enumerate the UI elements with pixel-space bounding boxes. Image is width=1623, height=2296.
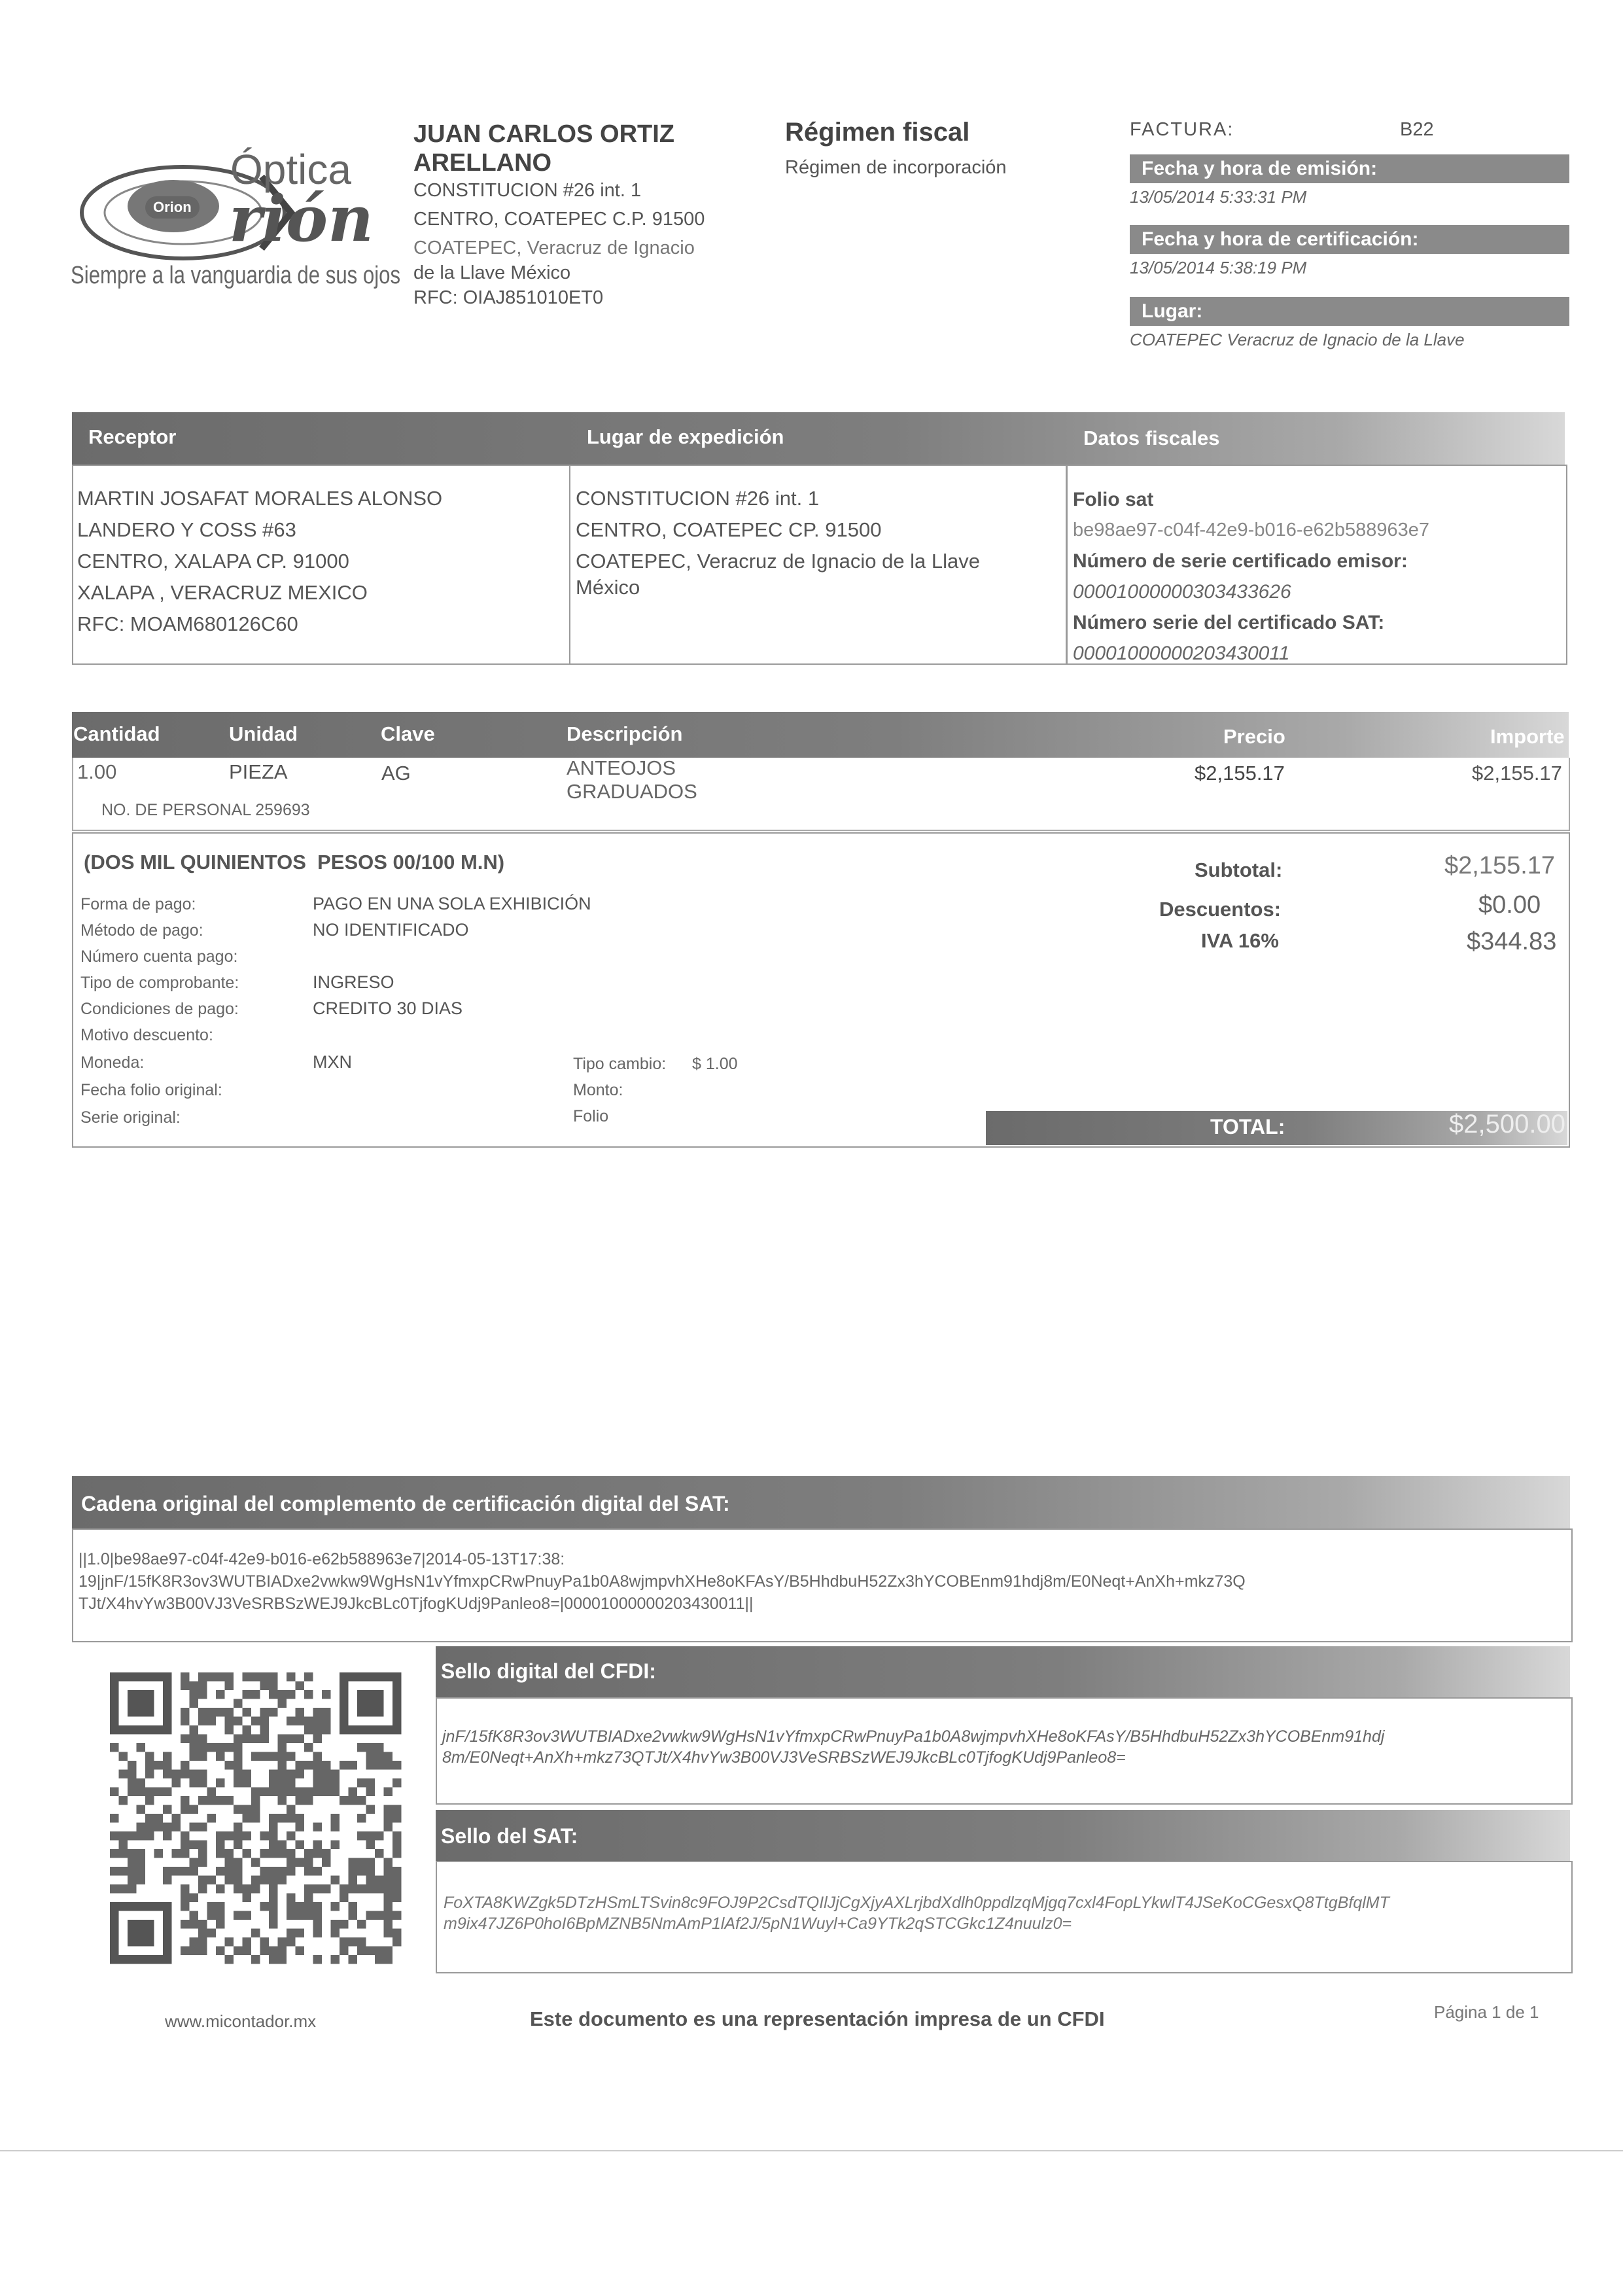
certificacion-value: 13/05/2014 5:38:19 PM (1130, 258, 1307, 277)
receptor-details (77, 483, 442, 640)
logo-badge: Orion (145, 196, 200, 219)
sello-sat-text (444, 1892, 1389, 1934)
col-header-descripcion: Descripción (567, 722, 683, 745)
footer-page-number: Página 1 de 1 (1434, 2002, 1539, 2022)
issuer-rfc: RFC: OIAJ851010ET0 (413, 287, 604, 308)
expedicion-details (576, 483, 980, 598)
serie-sat-value: 00001000000203430011 (1073, 643, 1290, 664)
tipo-comprobante-value: INGRESO (313, 972, 394, 992)
condiciones-pago-value: CREDITO 30 DIAS (313, 998, 463, 1018)
sello-cfdi-text (442, 1726, 1384, 1768)
sello-cfdi-header: Sello digital del CFDI: (441, 1659, 656, 1683)
fiscales-header: Datos fiscales (1083, 427, 1220, 450)
cell-unidad: PIEZA (229, 760, 288, 783)
cadena-line2: 19|jnF/15fK8R3ov3WUTBIADxe2vwkw9WgHsN1vYfmxpCRwPnuyPa1b0A8wjmpvhXHe8oKFAsY/B5HhdbuH52Zx3hYCOBEnm91hdj8m/E0Neqt+AnXh+mkz73Q (79, 1572, 1246, 1591)
cell-importe: $2,155.17 (1472, 762, 1562, 785)
folio-sat-value: be98ae97-c04f-42e9-b016-e62b588963e7 (1073, 520, 1430, 540)
regimen-title: Régimen fiscal (785, 118, 970, 147)
factura-label: FACTURA: (1130, 119, 1234, 140)
motivo-descuento-label: Motivo descuento: (80, 1026, 213, 1044)
issuer-name-line1: JUAN CARLOS ORTIZ (413, 120, 674, 148)
qr-code-icon (110, 1672, 403, 1968)
total-value: $2,500.00 (1449, 1110, 1565, 1139)
sello-sat-header: Sello del SAT: (441, 1824, 578, 1848)
logo-text-orion: rión (229, 182, 374, 256)
moneda-value: MXN (313, 1052, 352, 1072)
cell-precio: $2,155.17 (1195, 762, 1285, 785)
cadena-line3: TJt/X4hvYw3B00VJ3VeSRBSzWEJ9JkcBLc0TjfogKUdj9Panleo8=|00001000000203430011|| (79, 1595, 754, 1613)
col-header-unidad: Unidad (229, 722, 298, 745)
cadena-text (79, 1548, 1246, 1615)
serie-original-label: Serie original: (80, 1108, 181, 1127)
issuer-name-line2: ARELLANO (413, 149, 552, 177)
total-label: TOTAL: (1210, 1115, 1285, 1139)
descuentos-value: $0.00 (1478, 891, 1541, 919)
forma-pago-value: PAGO EN UNA SOLA EXHIBICIÓN (313, 894, 591, 913)
certificacion-label: Fecha y hora de certificación: (1130, 225, 1569, 254)
sello-cfdi-line2: 8m/E0Neqt+AnXh+mkz73QTJt/X4hvYw3B00VJ3VeSRBSzWEJ9JkcBLc0TjfogKUdj9Panleo8= (442, 1748, 1126, 1767)
folio-sat-label: Folio sat (1073, 489, 1154, 510)
cell-descripcion: ANTEOJOS GRADUADOS (567, 756, 697, 803)
subtotal-value: $2,155.17 (1444, 852, 1556, 879)
lugar-value: COATEPEC Veracruz de Ignacio de la Llave (1130, 330, 1465, 349)
sello-cfdi-line1: jnF/15fK8R3ov3WUTBIADxe2vwkw9WgHsN1vYfmxpCRwPnuyPa1b0A8wjmpvhXHe8oKFAsY/B5HhdbuH52Zx3hYCOBEnm91hdj (442, 1727, 1385, 1746)
tipo-cambio-label: Tipo cambio: (573, 1055, 667, 1073)
iva-label: IVA 16% (1201, 929, 1279, 952)
parties-header-bar (72, 412, 1565, 465)
expedicion-line1: CONSTITUCION #26 int. 1 (576, 487, 820, 510)
qr-code (110, 1672, 403, 1968)
serie-emisor-value: 00001000000303433626 (1073, 581, 1291, 603)
receptor-header: Receptor (88, 425, 177, 448)
summary-box (72, 832, 1570, 1148)
metodo-pago-value: NO IDENTIFICADO (313, 920, 469, 940)
iva-value: $344.83 (1467, 928, 1557, 955)
moneda-label: Moneda: (80, 1053, 145, 1072)
expedicion-line4: México (576, 576, 640, 599)
cell-cantidad: 1.00 (77, 760, 117, 783)
fecha-folio-original-label: Fecha folio original: (80, 1081, 222, 1099)
folio-label: Folio (573, 1107, 609, 1125)
subtotal-label: Subtotal: (1195, 858, 1283, 881)
expedicion-line3: COATEPEC, Veracruz de Ignacio de la Llave (576, 550, 981, 573)
logo-text-optica: Óptica (230, 146, 351, 193)
regimen-value: Régimen de incorporación (785, 157, 1007, 178)
issuer-address3: COATEPEC, Veracruz de Ignacio (413, 238, 695, 258)
issuer-address2: CENTRO, COATEPEC C.P. 91500 (413, 209, 705, 230)
lugar-label: Lugar: (1130, 297, 1569, 326)
emision-value: 13/05/2014 5:33:31 PM (1130, 187, 1307, 207)
fiscales-details (1073, 484, 1429, 669)
sello-sat-header-bar (436, 1810, 1570, 1861)
expedicion-line2: CENTRO, COATEPEC CP. 91500 (576, 518, 882, 541)
tipo-cambio-value: $ 1.00 (692, 1055, 738, 1073)
cell-clave: AG (381, 762, 411, 785)
logo-slogan: Siempre a la vanguardia de sus ojos (71, 262, 401, 289)
footer-divider (0, 2150, 1623, 2151)
issuer-address1: CONSTITUCION #26 int. 1 (413, 180, 642, 201)
forma-pago-label: Forma de pago: (80, 895, 196, 913)
items-body (72, 758, 1570, 831)
serie-emisor-label: Número de serie certificado emisor: (1073, 550, 1408, 572)
monto-label: Monto: (573, 1081, 623, 1099)
expedicion-header: Lugar de expedición (587, 425, 784, 448)
receptor-city: CENTRO, XALAPA CP. 91000 (77, 550, 349, 573)
receptor-street: LANDERO Y COSS #63 (77, 518, 296, 541)
receptor-state: XALAPA , VERACRUZ MEXICO (77, 581, 368, 604)
receptor-rfc: RFC: MOAM680126C60 (77, 612, 298, 635)
col-header-precio: Precio (1223, 725, 1285, 748)
factura-number: B22 (1400, 119, 1434, 140)
footer-cfdi-note: Este documento es una representación impresa de un CFDI (530, 2007, 1105, 2030)
receptor-name: MARTIN JOSAFAT MORALES ALONSO (77, 487, 443, 510)
condiciones-pago-label: Condiciones de pago: (80, 1000, 239, 1018)
col-header-importe: Importe (1490, 725, 1565, 748)
cuenta-pago-label: Número cuenta pago: (80, 947, 238, 966)
emision-label: Fecha y hora de emisión: (1130, 154, 1569, 183)
metodo-pago-label: Método de pago: (80, 921, 203, 940)
sello-sat-line1: FoXTA8KWZgk5DTzHSmLTSvin8c9FOJ9P2CsdTQIlJjCgXjyAXLrjbdXdlh0ppdlzqMjgq7cxl4FopLYkwlT4JSeKoCGesxQ8TtgBfqlMT (444, 1894, 1389, 1912)
issuer-address4: de la Llave México (413, 262, 571, 283)
footer-website: www.micontador.mx (165, 2011, 317, 2031)
sello-sat-line2: m9ix47JZ6P0hoI6BpMZNB5NmAmP1lAf2J/5pN1Wuyl+Ca9YTk2qSTCGkc1Z4nuulz0= (444, 1915, 1072, 1933)
descuentos-label: Descuentos: (1159, 898, 1282, 921)
tipo-comprobante-label: Tipo de comprobante: (80, 974, 239, 992)
amount-in-words: (DOS MIL QUINIENTOS PESOS 00/100 M.N) (84, 851, 505, 874)
item-note: NO. DE PERSONAL 259693 (101, 801, 310, 819)
serie-sat-label: Número serie del certificado SAT: (1073, 612, 1385, 633)
issuer-block (413, 120, 780, 311)
col-header-cantidad: Cantidad (73, 722, 160, 745)
col-header-clave: Clave (381, 722, 435, 745)
cadena-line1: ||1.0|be98ae97-c04f-42e9-b016-e62b588963e7|2014-05-13T17:38: (79, 1550, 565, 1568)
cadena-header: Cadena original del complemento de certificación digital del SAT: (81, 1492, 730, 1515)
